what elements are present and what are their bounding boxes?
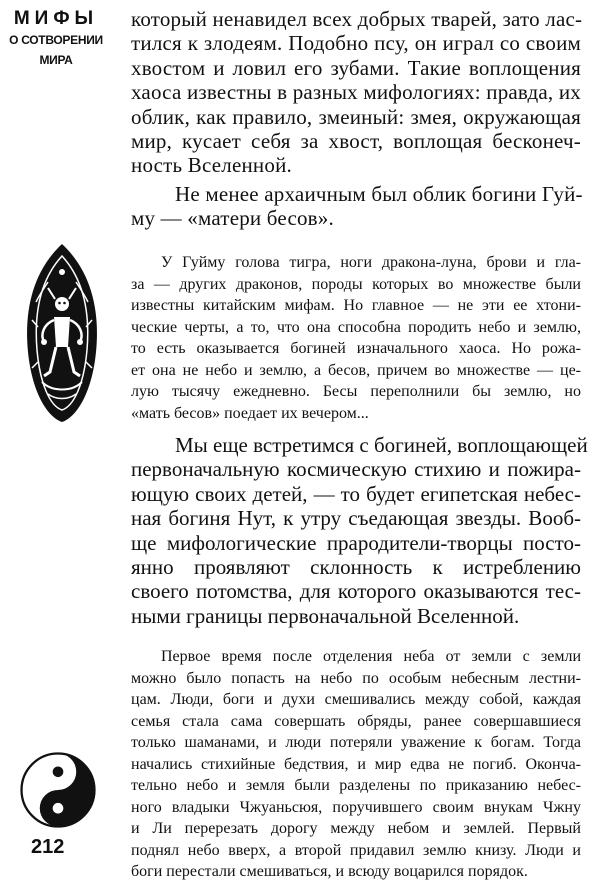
text-line: Мы еще встретимся с богиней, воплощающей: [175, 433, 588, 457]
text-line: можно было попасть на небо по особым небесным лестни-: [131, 669, 581, 687]
text-line: Не менее архаичным был облик богини Гуй-: [175, 182, 583, 206]
text-line: цам. Люди, боги и духи смешивались между собой, каждая: [131, 691, 581, 708]
text-line: поднял небо вверх, а второй придавил землю книзу. Люди и: [131, 841, 581, 859]
text-line: только шаманами, и люди потеряли уважение к богам. Тогда: [131, 734, 581, 751]
page-number: 212: [31, 836, 65, 858]
text-line: му — «матери бесов».: [131, 206, 334, 231]
text-line: тельно небо и земля были разделены по приказанию небес-: [131, 777, 581, 794]
paragraph-1: [131, 7, 581, 178]
text-line: начались стихийные бедствия, и мир едва не погиб. Оконча-: [131, 755, 581, 773]
text-line: облик, как правило, змеиный: змея, окружающая: [131, 104, 581, 129]
text-line: тился к злодеям. Подобно псу, он играл со своим: [131, 31, 581, 56]
text-line: ными границы первоначальной Вселенной.: [131, 603, 520, 628]
text-line: то есть оказывается богиней изначального хаоса. Но рожа-: [131, 340, 581, 357]
text-line: своего потомства, для которого оказываются тес-: [131, 579, 581, 604]
text-line: лую тысячу ежедневно. Бесы переполнили бы землю, но: [131, 383, 581, 400]
text-line: ще мифологические прародители-творцы посто-: [131, 530, 581, 555]
paragraph-3: [131, 433, 588, 628]
text-line: семья стала сама совершать обряды, ранее совершавшиеся: [131, 712, 581, 730]
text-line: ного владыки Чжуаньсюя, поручившего своим внукам Чжну: [131, 798, 581, 816]
yin-yang-icon: [20, 752, 96, 828]
guimu-ornament-illustration: [22, 242, 102, 424]
text-line: янно проявляют склонность к истреблению: [131, 555, 581, 580]
text-line: и Ли перерезать дорогу между небом и землей. Первый: [131, 820, 581, 837]
text-line: Первое время после отделения неба от земли с земли: [161, 648, 581, 665]
text-line: ющую своих детей, — то будет египетская небес-: [131, 481, 581, 506]
text-line: У Гуйму голова тигра, ноги дракона-луна, брови и гла-: [161, 254, 581, 271]
paragraph-2: [131, 182, 581, 231]
text-line: ная богиня Нут, к утру съедающая звезды. Вооб-: [131, 506, 581, 531]
text-line: мир, кусает себя за хвост, воплощая бесконеч-: [131, 129, 581, 154]
text-line: «мать бесов» поедает их вечером...: [131, 404, 369, 422]
text-line: хвостом и ловил его зубами. Такие воплощения: [131, 55, 581, 80]
chapter-subtitle-line2: МИРА: [39, 53, 73, 67]
text-line: за — других драконов, породы которых во множестве были: [131, 275, 581, 293]
text-line: который ненавидел всех добрых тварей, зато лас-: [131, 7, 583, 31]
quote-1: [131, 252, 581, 424]
chapter-title: [4, 8, 108, 70]
quote-2: [131, 646, 581, 883]
text-line: первоначальную космическую стихию и пожира-: [131, 457, 581, 482]
text-line: ность Вселенной.: [131, 153, 292, 178]
chapter-title-main: МИФЫ: [13, 8, 99, 29]
text-line: хаоса известны в разных мифологиях: правда, их: [131, 80, 581, 105]
text-line: ет она не небо и землю, а бесов, причем во множестве — це-: [131, 361, 581, 379]
chapter-subtitle-line1: О СОТВОРЕНИИ: [9, 33, 103, 47]
text-line: боги перестали смешиваться, и всюду воцарился порядок.: [131, 863, 528, 880]
text-line: известны китайским мифам. Но главное — не эти ее хтони-: [131, 297, 581, 314]
text-line: ческие черты, а то, что она способна породить небо и землю,: [131, 318, 581, 336]
